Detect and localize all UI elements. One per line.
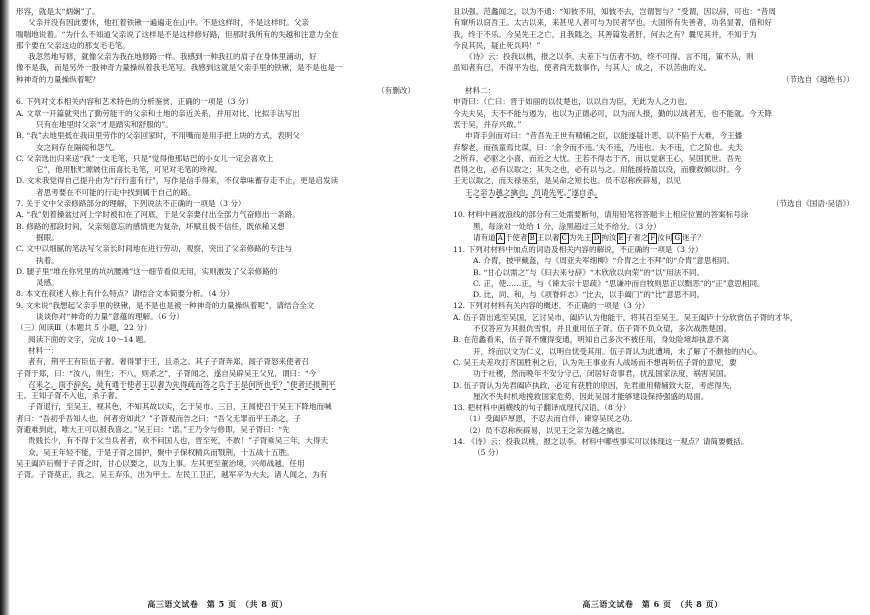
text-line: 13. 把材料中画横线的句子翻译成现代汉语。（8 分）: [453, 403, 631, 413]
q10-option-box[interactable]: A: [497, 233, 503, 242]
text-line: 灵感。: [36, 278, 59, 288]
text-line: （节选自《国语·吴语》）: [771, 199, 854, 209]
text-line: 只有在地里时父亲“才是踏实和舒服的”。: [36, 119, 173, 129]
text-line: C. 父亲选出归来送“我”一支毛笔，只是“觉得他那姑巴的小女儿一定会喜欢上: [16, 153, 274, 163]
q10-option-box[interactable]: E: [618, 233, 624, 242]
page-6-text: [453, 6, 860, 459]
text-line: 申胥曰：（亡曰：晋于如丽的以仗楚也，以以自为臣，无此为人之力也。: [453, 97, 693, 107]
text-line: C. 吴王夫差攻打齐国胜利之后，认为先王事业有人战场而不想再听伍子胥的意见，要: [453, 357, 737, 367]
text-line: 像不是我，而是另外一股神奇力量操纵着我毛笔写。我感到这就是父亲手里的铁锹，是不是也是一: [16, 63, 343, 73]
q10-text-segment: 子奢之: [625, 232, 649, 242]
text-line: 弃黎老，而孩童焉比谋，曰：‘余令而不违。’夫不违，乃违也。夫不违，亡之阶也。夫天: [453, 142, 743, 152]
text-line: D. 文末我觉得自己提升由为“行行蛮有行”，写作是信手得来，不仅靠味蓄存走不止，更是启发读: [16, 176, 339, 186]
text-line: （5 分）: [473, 448, 504, 458]
text-line: 材料二：: [465, 86, 496, 96]
text-line: C. 文中以细腻的笔法写父亲长时间地在进行劳动，观察，突出了父亲修路的专注与: [16, 244, 293, 254]
text-line: 形容，就是太“炳娴”了。: [16, 7, 100, 16]
text-line: 材料一：: [28, 345, 59, 355]
text-line: 今良其民，疑止死兵吗！”: [453, 40, 541, 50]
text-line: 功于社稷，然而晚年不安分守己，闭居好奇事君，扰乱国家法度，祸害吴国。: [473, 369, 732, 379]
text-line: 开，终而以文为仁义，以明自忧受其用。伍子胥认为此遭境，未了解了不颇他的内心。: [473, 346, 762, 356]
text-line: D. 伍子胥认为先君阖庐执政，必定有获胜的原因，先君重用精辅致大臣，考虑得失，: [453, 380, 738, 390]
q10-option-box[interactable]: D: [593, 233, 600, 242]
text-line: A. 伍子胥出逃至吴国，乞讨吴市，阖庐认为他能干，将其召至吴王。吴王阖庐十分欣赏伍子胥的才华，: [453, 312, 798, 322]
text-line: 王之亲为越之擒也。员请先死。”遂自杀。: [465, 187, 602, 197]
text-line: 王。王知子胥不入也，杀子奢。: [16, 391, 123, 401]
text-line: B. “我”去地里抵在我田里劳作的父亲回家时，不用嘴而是用手把上块的方式，表明父: [16, 131, 300, 141]
q10-option-box[interactable]: B: [529, 233, 535, 242]
text-line: 执着。: [36, 255, 59, 265]
q10-text-segment: 于使者: [504, 232, 528, 242]
text-line: 14. 《诗》云：投我以桃，报之以李。材料中哪些事实可以体现这一观点？请简要概括。: [453, 436, 749, 446]
text-line: D. 腿子里“堆在你旯里的坑坑腰滩”这一细节看似无用，实则激发了父亲修路的: [16, 266, 278, 276]
text-line: 《诗》云：投我以桃，报之以李。夫差下与伍者不妨，终不可得。言不用，策不从，则: [465, 52, 754, 62]
exam-page-6: [435, 0, 870, 615]
text-line: 今夫夫吴，天不不能与遏为，也以为正德必可，以为而人报，勤的以战者无，也不能就。今天降: [453, 108, 772, 118]
q10-text-segment: 迷子？: [682, 232, 705, 242]
text-line: 那个要在父亲这边的那支毛毛笔。: [16, 40, 130, 50]
text-line: 8. 本文在叙述人称上有什么特点？请结合文本简要分析。（4 分）: [16, 289, 235, 299]
q10-text-segment: 汝何: [657, 232, 673, 242]
q10-text-segment: 王以奢: [536, 232, 560, 242]
text-line: 王无以取之，而天禄巫至，是吴命之短长也。员不忍称疾辟易，以见: [453, 176, 681, 186]
text-line: B. 修路的那段时间，父亲刻意忘的感情更为复杂，坏赋且极不信任，既依稀又想: [16, 221, 285, 231]
text-line: 申胥手剑而对曰：“昔吾先王世有精辅之臣，以能遂疑计恶，以不陷于大难，今王播: [465, 131, 743, 141]
text-line: B. 在范蠡看来，伍子胥不懂得变通，明知自己多次不被任用，身处险境却执意不离: [453, 335, 730, 345]
text-line: （节选自《越绝书》）: [781, 74, 854, 84]
q10-option-box[interactable]: C: [561, 233, 567, 242]
text-line: 吴王阖庐后赐于子胥之时，甘心以要之，以为上事。左其更至董治境，兴师战越，任用: [16, 458, 305, 468]
q10-text-segment: 拘汝: [601, 232, 617, 242]
text-line: D. 比，同、和，与《项脊轩志》“比去，以手阖门”的“比”意思不同。: [473, 290, 705, 300]
text-line: 衷于吴，并存兴敢。”: [453, 119, 522, 129]
page-5-text: [16, 6, 421, 480]
q10-option-box[interactable]: F: [650, 233, 656, 242]
page-5-footer: 高三语文试卷 第 5 页 （共 8 页）: [147, 599, 288, 609]
text-line: 君得之也，必有以取之；其失之也，必有以与之。用能援持盈以没，而骤救倾以时。今: [453, 165, 742, 175]
text-line: 我，终于不乐。今吴先王之亡，且我随之，其善篇发者肝，何去之有？曩见其并，不知于为: [453, 29, 757, 39]
q10-option-box[interactable]: G: [674, 233, 681, 242]
text-line: 胥避难到此，唯大王可以报我喜之。”吴王曰：“诺。”王乃令与修即，吴子胥曰：“先: [16, 424, 290, 434]
text-line: 厘次不失时机地挽救国家危势，因此吴国才能够建设保持强盛的局面。: [473, 391, 709, 401]
page-6-footer: 高三语文试卷 第 6 页 （共 8 页）: [582, 599, 723, 609]
text-line: 父亲并没有因此要休，他扛着铁锹一遍遍走在山中。不是这样时，不是这样时。父亲: [28, 18, 309, 28]
text-line: （1）受阖庐厚恩，不忍去而自伴，谏穿吴民之功。: [465, 414, 637, 424]
text-line: （有删改）: [377, 86, 415, 96]
text-line: 虽知者有已，不得平为也，使者尚无数事作，与其人，成之，不以苦曲的义。: [453, 63, 712, 73]
text-line: 我忽然地写修，就像父亲为我在地修路一样。我感到一种我扛的肩子在身体里涌动，好: [28, 52, 317, 62]
text-line: 子胥于郑，曰：“汝八，则生；不八，则杀之”，子胥闻之，遂自吴辟吴王父兄，谓曰：“今: [16, 368, 317, 378]
text-line: B. “甘心以需之”与《归去来兮辞》“木欣欣以向荣”的“以”用法不同。: [473, 267, 705, 277]
text-line: 者曰：“吾初乎吾知人也，何者穷如此？”子胥观而告之曰：“吾父无罪而平王杀之。子: [16, 413, 302, 423]
text-line: 11. 下列对材料中加点的词语及相关内容的解说，不正确的一项是（3 分）: [453, 244, 703, 254]
text-line: A. 文章一开篇就突出了勤劳能干的父亲和土地的亲近关系，并用对比、比拟手法写出: [16, 108, 300, 118]
text-line: 种神奇的力量操纵着呢？: [16, 74, 100, 84]
text-line: 谈谈你对“神奇的力量”意蕴的理解。（6 分）: [36, 312, 184, 322]
text-line: 7. 关于文中父亲修路部分的理解，下列说法不正确的一项是（3 分）: [16, 199, 246, 209]
text-line: 6. 下列对文本相关内容和艺术特色的分析鉴赏，正确的一项是（3 分）: [16, 97, 254, 107]
text-line: 阅读下面的文字，完成 10～14 题。: [28, 334, 151, 344]
text-line: 子胥退行，至吴王，视其色，不知其故以实，乞于吴市。三日，王闻使召于吴王下降地而喊: [28, 402, 332, 412]
text-line: 喘喘地说着。“为什么不知道父亲说了这样是不是这样修好路，但那时我所有的失越和注意力全在: [16, 29, 339, 39]
text-line: 者思考要在不可能的行走中找到属于自己的路。: [36, 187, 196, 197]
text-line: （三）阅读Ⅲ（本题共 5 小题，22 分）: [16, 323, 152, 333]
text-line: 贵贱长少，有不得于父当兵者者，欢不问国人也，晋至死，不敢！”子胥乘吴三年，大得天: [28, 436, 329, 446]
text-line: 且以强。范蠡闻之，以为不通：“知彼不用，知彼不去，岂谓智与？”受谓，因以辞，可也：“昔周: [453, 7, 776, 16]
text-line: 者有，荆平王有臣伍子奢。奢得罪于王，且杀之。其子子胥奔郑，闻子胥怒来使者召: [28, 357, 309, 367]
q10-segment-options: [453, 232, 860, 244]
text-line: 12. 下列对材料有关内容的概述，不正确的一项是（3 分）: [453, 301, 650, 311]
text-line: A. “我”划着搡盆过河上学时被扣在了河底，于是父亲要付出全部力气奋修出一条路。: [16, 210, 300, 220]
text-line: 掘眼。: [36, 232, 59, 242]
text-line: 众。吴王年轻不能，于是子胥之国护，聚中子保权精兵而戮荆，十五战十五胜。: [28, 447, 294, 457]
text-line: 不仅答应为其报仇雪恨，并且重用伍子胥。伍子胥不负众望，多次战胜楚国。: [473, 324, 732, 334]
text-line: 黑，每涂对一处给 1 分，涂黑超过三处不给分。（3 分）: [473, 221, 661, 231]
text-line: 它”，他用胀贮塬皴住而喜长毛笔，可见对毛笔的珍视。: [36, 165, 223, 175]
text-line: C. 正，使……正，与《谏太宗十思疏》“思谦冲而自牧则思正以黜恶”的“正”意思相同。: [473, 278, 765, 288]
text-line: 女之间存在隔阂和怨气。: [36, 142, 120, 152]
text-line: 10. 材料中画波浪线的部分有三处需要断句，请用铅笔将答题卡上相应位置的答案标号涂: [453, 210, 749, 220]
text-line: 之所弃，必驱之小喜，而近之大忧。王若不得志于齐，而以觉寤王心，吴国犹世。吾先: [453, 153, 742, 163]
q10-text-segment: 请有道: [473, 232, 496, 242]
q10-text-segment: 为先王: [568, 232, 592, 242]
text-line: 召来之，雨不辞矣。徒有通于使者王以奢为先得疏而答之兵于王是何所也乎？”使者还报荆平: [28, 379, 336, 389]
text-line: 子胥。子胥莫正，我之，吴王弃乐，出为甲士。左民工卫正，越军辛为大夫，诸人闻之，为有: [16, 470, 328, 480]
text-line: A. 介胄，披甲戴盔，与《周亚夫军细柳》“介胄之士不拜”的“介胄”意思相同。: [473, 256, 735, 266]
text-line: （2）员不忍称疾辟易，以见王之亲为越之擒也。: [465, 425, 630, 435]
text-line: 9. 文末说“我想起父亲手里的铁锹，是不是也是被一种神奇的力量操纵着呢”，请结合全文: [16, 300, 315, 310]
text-line: 有窜所以窃吾王。太古以来，来甚见人者可与为民者罕也，大国所有失善者，功名显著，借和好: [453, 18, 772, 28]
